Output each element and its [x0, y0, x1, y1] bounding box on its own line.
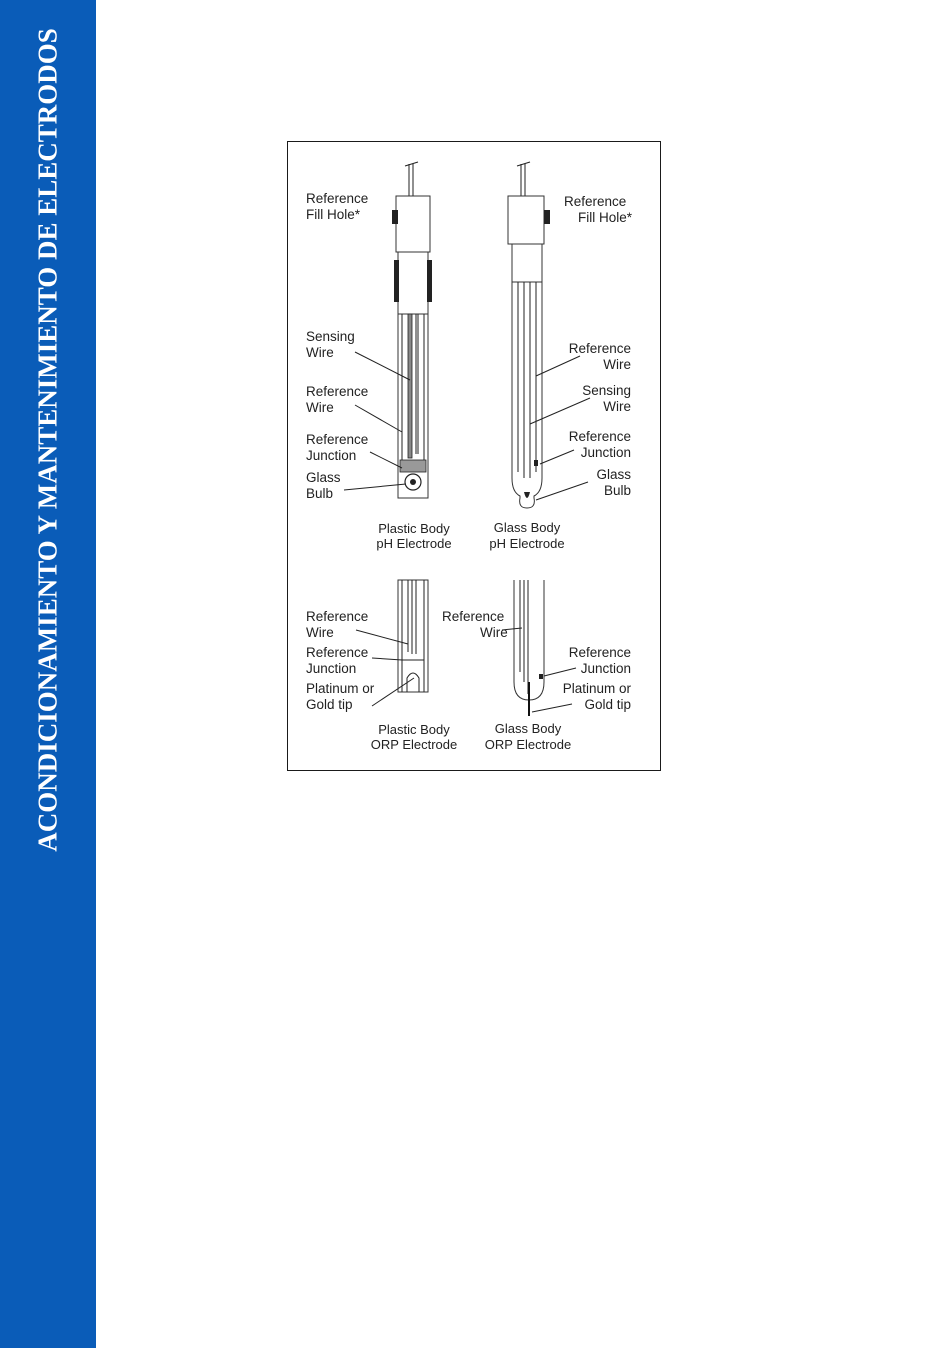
orp-glass-junction-label-1: Reference	[568, 645, 631, 660]
ph-plastic-caption-1: Plastic Body	[378, 521, 450, 536]
ph-glass-fill-hole-label-1: Reference	[564, 194, 627, 209]
ph-glass-refwire-label-1: Reference	[568, 341, 631, 356]
ph-plastic-refwire-label-1: Reference	[306, 384, 369, 399]
orp-plastic-tip-label-2: Gold tip	[306, 697, 353, 712]
ph-glass-bulb-label-2: Bulb	[603, 483, 631, 498]
ph-glass-refwire-label-2: Wire	[603, 357, 631, 372]
ph-plastic-caption-2: pH Electrode	[376, 536, 452, 551]
sidebar-band	[0, 0, 96, 1348]
ph-glass-sensing-label-1: Sensing	[582, 383, 631, 398]
plastic-ph-electrode	[392, 162, 432, 498]
ph-plastic-bulb-label-2: Bulb	[306, 486, 334, 501]
ph-plastic-sensing-label-2: Wire	[306, 345, 334, 360]
orp-glass-refwire-label-1: Reference	[442, 609, 505, 624]
ph-plastic-junction-label-2: Junction	[306, 448, 357, 463]
ph-plastic-fill-hole-label-2: Fill Hole*	[306, 207, 361, 222]
orp-plastic-refwire-label-2: Wire	[306, 625, 334, 640]
orp-plastic-junction-label-1: Reference	[306, 645, 369, 660]
orp-glass-tip-label-2: Gold tip	[584, 697, 631, 712]
ph-glass-caption-2: pH Electrode	[489, 536, 565, 551]
orp-glass-caption-1: Glass Body	[494, 721, 562, 736]
glass-ph-electrode	[508, 162, 550, 508]
orp-glass-junction-label-2: Junction	[580, 661, 631, 676]
orp-plastic-refwire-label-1: Reference	[306, 609, 369, 624]
ph-plastic-bulb-label-1: Glass	[306, 470, 341, 485]
orp-plastic-caption-1: Plastic Body	[378, 722, 450, 737]
ph-glass-caption-1: Glass Body	[493, 520, 561, 535]
orp-glass-caption-2: ORP Electrode	[484, 737, 572, 752]
ph-glass-sensing-label-2: Wire	[603, 399, 631, 414]
orp-glass-refwire-label-2: Wire	[480, 625, 508, 640]
ph-plastic-junction-label-1: Reference	[306, 432, 369, 447]
sidebar-title: ACONDICIONAMIENTO Y MANTENIMIENTO DE ELECTRODOS	[32, 28, 63, 852]
orp-glass-tip-label-1: Platinum or	[562, 681, 631, 696]
glass-orp-electrode	[514, 580, 544, 716]
ph-glass-junction-label-2: Junction	[580, 445, 631, 460]
orp-plastic-junction-label-2: Junction	[306, 661, 357, 676]
orp-plastic-tip-label-1: Platinum or	[306, 681, 375, 696]
ph-plastic-sensing-label-1: Sensing	[306, 329, 355, 344]
ph-glass-bulb-label-1: Glass	[596, 467, 631, 482]
ph-plastic-fill-hole-label-1: Reference	[306, 191, 369, 206]
ph-glass-fill-hole-label-2: Fill Hole*	[578, 210, 633, 225]
electrode-diagram	[287, 141, 661, 771]
orp-plastic-caption-2: ORP Electrode	[370, 737, 458, 752]
plastic-orp-electrode	[398, 580, 428, 692]
ph-plastic-refwire-label-2: Wire	[306, 400, 334, 415]
electrode-diagram-svg	[288, 142, 662, 772]
ph-glass-junction-label-1: Reference	[568, 429, 631, 444]
